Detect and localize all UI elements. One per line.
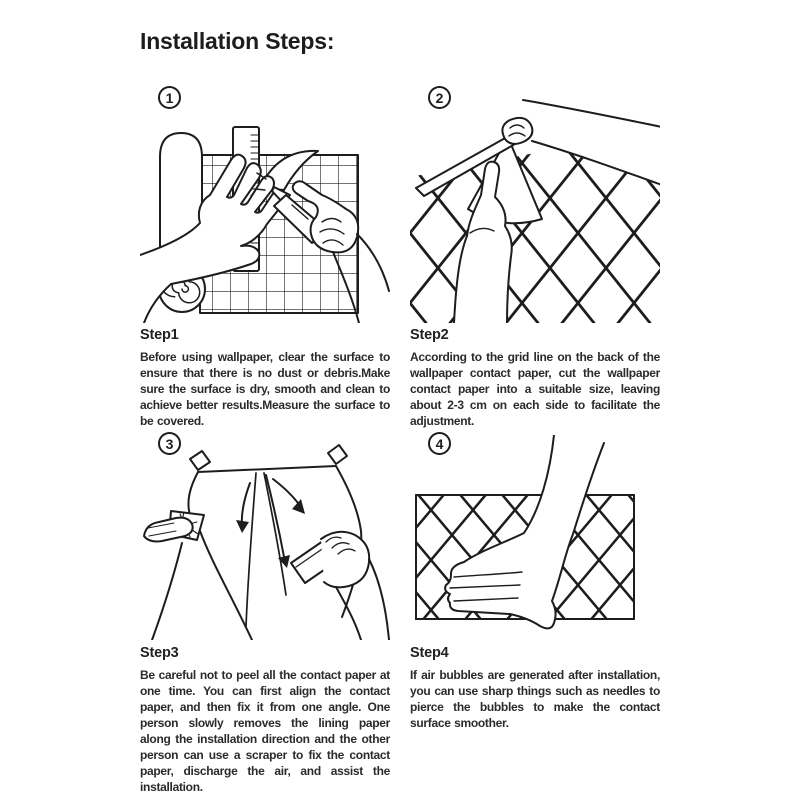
step2-number-badge: 2 [428, 86, 451, 109]
hang-and-scrape-illustration [140, 435, 390, 640]
step4-number-badge: 4 [428, 432, 451, 455]
step4-text-block [410, 645, 660, 795]
step4-figure [410, 427, 660, 645]
step4-heading: Step4 [410, 645, 449, 661]
step3-description: Be careful not to peel all the contact paper at one time. You can first align the contact paper, and then fix it from one angle. One person slowly removes the lining paper along the installation direction and the other person can use a scraper to fix the contact paper, discharge the air, and assist the installation. [140, 668, 390, 794]
page-title: Installation Steps: [140, 28, 335, 54]
step2-figure [410, 81, 660, 327]
scraping-hand [321, 532, 389, 640]
step4-description: If air bubbles are generated after installation, you can use sharp things such as needles to pierce the bubbles to make the contact surface smoother. [410, 668, 660, 730]
peeling-hand [144, 511, 204, 541]
step2-description: According to the grid line on the back of the wallpaper contact paper, cut the wallpaper contact paper into a suitable size, leaving about 2-3 cm on each side to facilitate the adjustment. [410, 350, 660, 428]
step1-number-badge: 1 [158, 86, 181, 109]
measure-and-cut-illustration [140, 93, 390, 323]
step3-number-badge: 3 [158, 432, 181, 455]
step1-figure [140, 81, 390, 327]
tape-piece-left [190, 451, 210, 470]
step2-heading: Step2 [410, 327, 449, 343]
tape-piece-right [328, 445, 347, 464]
content-column [140, 0, 660, 795]
step3-heading: Step3 [140, 645, 179, 661]
step3-text-block [140, 645, 390, 795]
smooth-surface-illustration [410, 435, 660, 640]
step2-text-block [410, 327, 660, 427]
step1-text-block [140, 327, 390, 427]
direction-arrows [236, 475, 305, 568]
step1-heading: Step1 [140, 327, 179, 343]
step3-figure [140, 427, 390, 645]
steps-grid [140, 81, 660, 795]
step1-description: Before using wallpaper, clear the surface to ensure that there is no dust or debris.Make sure the surface is dry, smooth and clean to achieve better results.Measure the surface to be covered. [140, 350, 390, 428]
peel-backing-illustration [410, 93, 660, 323]
